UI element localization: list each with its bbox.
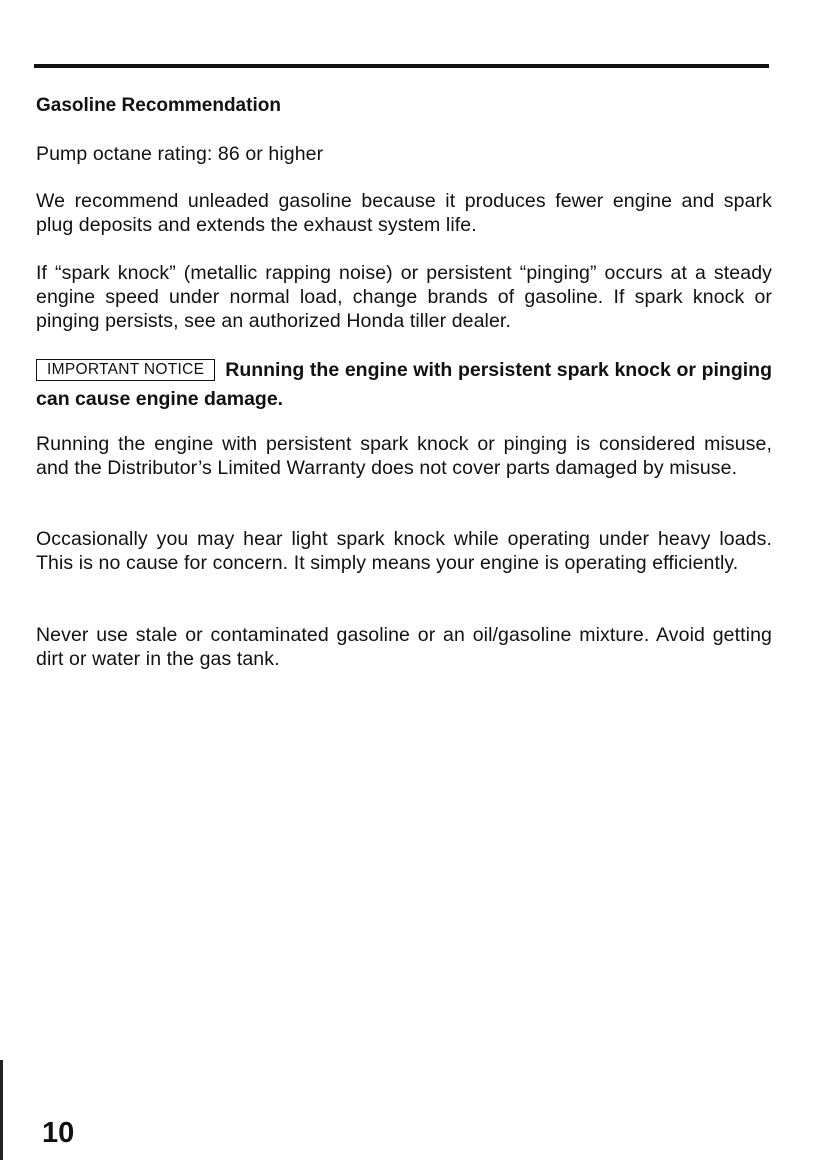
section-heading: Gasoline Recommendation xyxy=(36,95,281,116)
spark-knock-paragraph: If “spark knock” (metallic rapping noise) or persistent “pinging” occurs at a steady engine speed under normal load, change brands of gasoline. If spark knock or pinging persists, see an authorized Honda tiller dealer. xyxy=(36,262,772,332)
important-notice-text: Running the engine with persistent spark knock or pinging can cause engine damage. xyxy=(36,359,772,410)
important-notice xyxy=(36,356,772,414)
misuse-paragraph: Running the engine with persistent spark knock or pinging is considered misuse, and the Distributor’s Limited Warranty does not cover parts damaged by misuse. xyxy=(36,433,772,479)
stale-gasoline-paragraph: Never use stale or contaminated gasoline or an oil/gasoline mixture. Avoid getting dirt or water in the gas tank. xyxy=(36,624,772,670)
important-notice-badge: IMPORTANT NOTICE xyxy=(36,359,215,381)
unleaded-paragraph: We recommend unleaded gasoline because it produces fewer engine and spark plug deposits and extends the exhaust system life. xyxy=(36,190,772,236)
page-edge-line xyxy=(0,1060,3,1160)
octane-rating-text: Pump octane rating: 86 or higher xyxy=(36,143,324,165)
light-knock-paragraph: Occasionally you may hear light spark knock while operating under heavy loads. This is no cause for concern. It simply means your engine is operating efficiently. xyxy=(36,528,772,574)
page-number: 10 xyxy=(42,1117,75,1149)
top-rule xyxy=(34,64,769,68)
